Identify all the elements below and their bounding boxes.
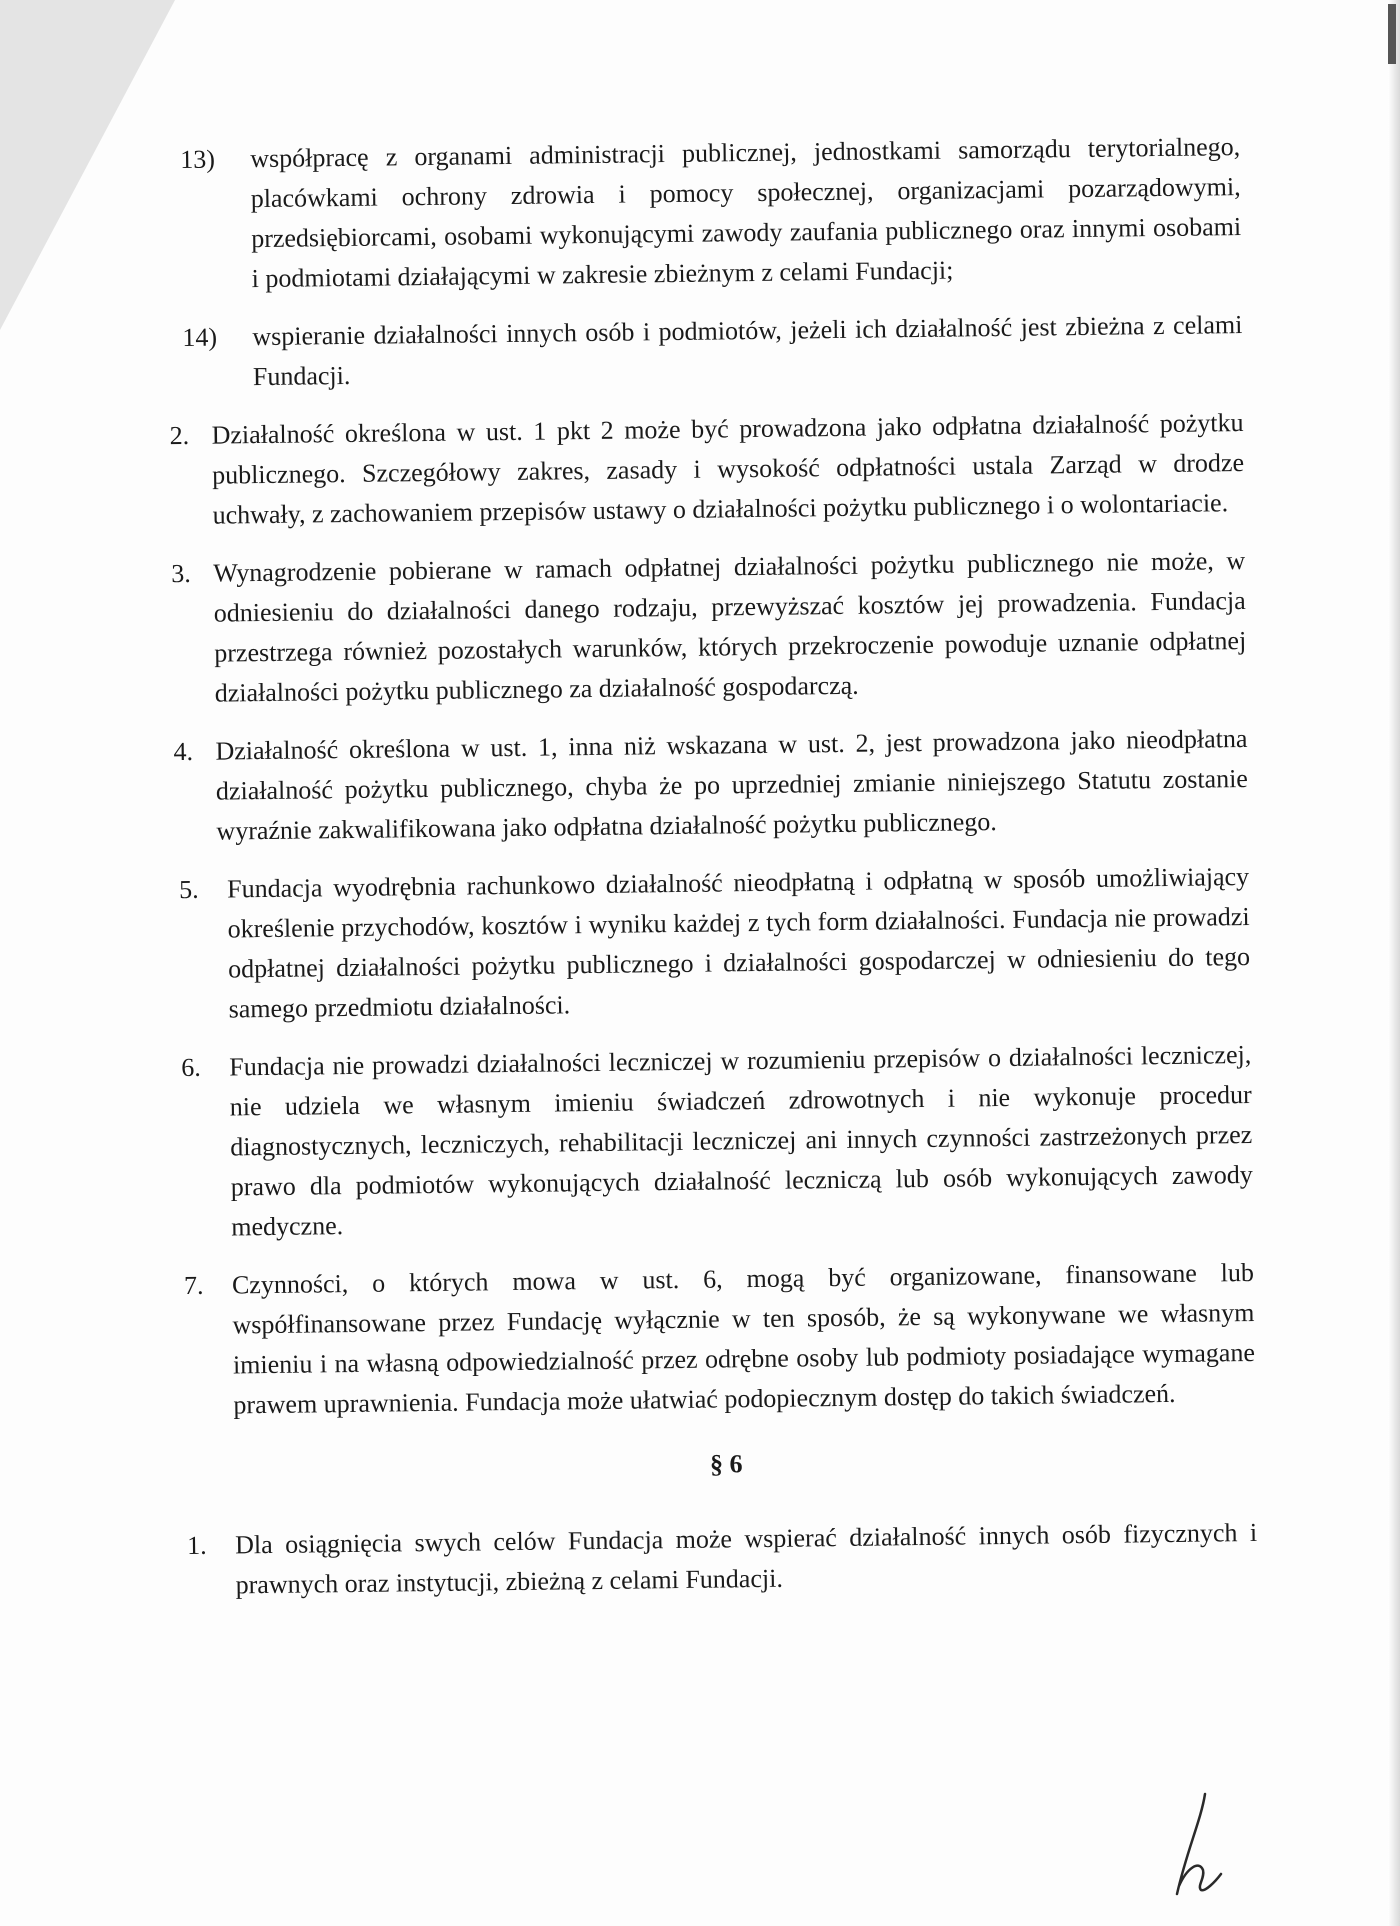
list-item bbox=[171, 541, 1247, 714]
edge-mark bbox=[1388, 4, 1396, 64]
item-text: Czynności, o których mowa w ust. 6, mogą być organizowane, finansowane lub współfinansowane przez Fundację wyłącznie w ten sposób, że są wykonywane we własnym imieniu i na własną odpowiedzialność przez odrębne osoby lub podmioty posiadające wymagane prawem uprawnienia. Fundacja może ułatwiać podopiecznym dostęp do takich świadczeń. bbox=[231, 1257, 1256, 1420]
item-text: wspieranie działalności innych osób i podmiotów, jeżeli ich działalność jest zbieżna z celami Fundacji. bbox=[252, 310, 1243, 392]
list-item bbox=[178, 857, 1251, 1030]
list-item bbox=[181, 1035, 1253, 1248]
item-number: 7. bbox=[183, 1270, 204, 1301]
page-edge bbox=[1388, 0, 1400, 1926]
item-number: 3. bbox=[171, 558, 191, 589]
list-item bbox=[182, 305, 1243, 398]
list-item bbox=[186, 1513, 1258, 1606]
list-item bbox=[183, 1253, 1256, 1426]
item-text: Działalność określona w ust. 1 pkt 2 może być prowadzona jako odpłatna działalność pożytku publicznego. Szczegółowy zakres, zasady i wysokość odpłatności ustala Zarząd w drodze uchwały, z zachowaniem przepisów ustawy o działalności pożytku publicznego i o wolontariacie. bbox=[211, 408, 1245, 530]
item-number: 1. bbox=[186, 1530, 207, 1561]
item-number: 13) bbox=[180, 144, 216, 174]
section-heading: § 6 bbox=[709, 1449, 743, 1479]
signature-mark bbox=[1165, 1790, 1225, 1900]
item-text: Działalność określona w ust. 1, inna niż wskazana w ust. 2, jest prowadzona jako nieodpłatna działalność pożytku publicznego, chyba że po uprzedniej zmianie niniejszego Statutu zostanie wyraźnie zakwalifikowana jako odpłatna działalność pożytku publicznego. bbox=[215, 724, 1249, 846]
item-text: Dla osiągnięcia swych celów Fundacja może wspierać działalność innych osób fizycznych i prawnych oraz instytucji, zbieżną z celami Fundacji. bbox=[234, 1517, 1258, 1600]
item-number: 5. bbox=[178, 874, 199, 905]
fold-shadow bbox=[0, 0, 175, 330]
item-text: Fundacja nie prowadzi działalności leczniczej w rozumieniu przepisów o działalności leczniczej, nie udziela we własnym imieniu świadczeń zdrowotnych i nie wykonuje procedur diagnostycznych, leczniczych, rehabilitacji leczniczej ani innych czynności zastrzeżonych przez prawo dla podmiotów wykonujących działalność leczniczą lub osób wykonujących zawody medyczne. bbox=[229, 1039, 1253, 1242]
item-number: 4. bbox=[173, 736, 194, 767]
item-text: współpracę z organami administracji publicznej, jednostkami samorządu terytorialnego, placówkami ochrony zdrowia i pomocy społecznej, organizacjami pozarządowymi, przedsiębiorcami, osobami wykonującymi zawody zaufania publicznego oraz innymi osobami i podmiotami działającymi w zakresie zbieżnym z celami Fundacji; bbox=[250, 132, 1242, 294]
list-item bbox=[173, 719, 1249, 852]
item-number: 6. bbox=[181, 1052, 202, 1083]
list-item bbox=[169, 403, 1245, 536]
item-text: Wynagrodzenie pobierane w ramach odpłatnej działalności pożytku publicznego nie może, w odniesieniu do działalności danego rodzaju, przewyższać kosztów jej prowadzenia. Fundacja przestrzega również pozostałych warunków, których przekroczenie powoduje uznanie odpłatnej działalności pożytku publicznego za działalność gospodarczą. bbox=[213, 546, 1247, 708]
document-body bbox=[169, 127, 1258, 1624]
list-item bbox=[180, 127, 1242, 300]
item-number: 14) bbox=[182, 322, 218, 352]
item-number: 2. bbox=[169, 420, 190, 451]
item-text: Fundacja wyodrębnia rachunkowo działalność nieodpłatną i odpłatną w sposób umożliwiający określenie przychodów, kosztów i wyniku każdej z tych form działalności. Fundacja nie prowadzi odpłatnej działalności pożytku publicznego i działalności gospodarczej w odniesieniu do tego samego przedmiotu działalności. bbox=[226, 861, 1251, 1024]
